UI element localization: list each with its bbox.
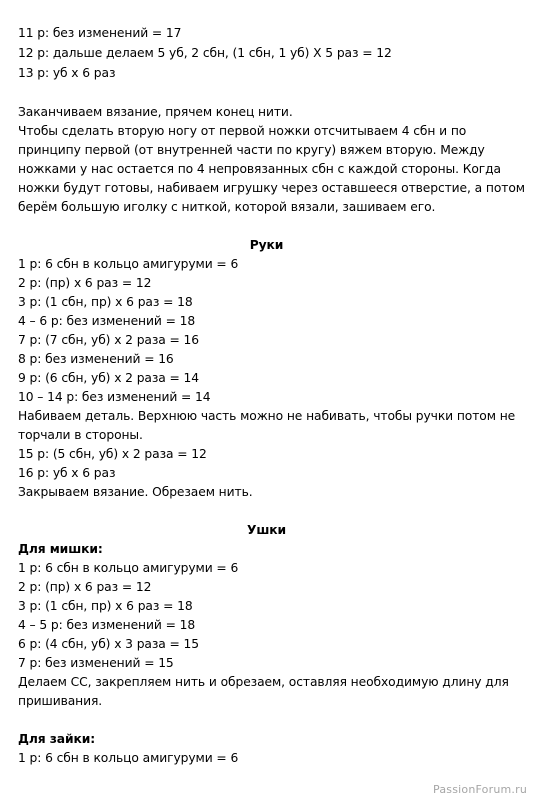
row-line: 6 р: (4 сбн, уб) х 3 раза = 15 <box>18 637 199 651</box>
subheading-bunny: Для зайки: <box>18 732 96 746</box>
row-line: 1 р: 6 сбн в кольцо амигуруми = 6 <box>18 257 239 271</box>
row-line: 9 р: (6 сбн, уб) х 2 раза = 14 <box>18 371 199 385</box>
row-line: 2 р: (пр) х 6 раз = 12 <box>18 276 152 290</box>
row-line: 11 р: без изменений = 17 <box>18 26 182 40</box>
row-line: 16 р: уб х 6 раз <box>18 466 116 480</box>
paragraph-line: пришивания. <box>18 694 103 708</box>
row-line: 7 р: (7 сбн, уб) х 2 раза = 16 <box>18 333 199 347</box>
row-line: 2 р: (пр) х 6 раз = 12 <box>18 580 152 594</box>
row-line: 4 – 6 р: без изменений = 18 <box>18 314 196 328</box>
paragraph-line: Делаем СС, закрепляем нить и обрезаем, оставляя необходимую длину для <box>18 675 509 689</box>
section-heading-ears: Ушки <box>246 523 287 537</box>
row-line: 1 р: 6 сбн в кольцо амигуруми = 6 <box>18 561 239 575</box>
row-line: 8 р: без изменений = 16 <box>18 352 174 366</box>
section-heading-arms: Руки <box>249 238 284 252</box>
row-line: 13 р: уб х 6 раз <box>18 66 116 80</box>
paragraph-line: Чтобы сделать вторую ногу от первой ножки отсчитываем 4 сбн и по <box>18 124 467 138</box>
subheading-bear: Для мишки: <box>18 542 103 556</box>
paragraph-line: Заканчиваем вязание, прячем конец нити. <box>18 105 293 119</box>
row-line: 3 р: (1 сбн, пр) х 6 раз = 18 <box>18 295 193 309</box>
paragraph-line: берём большую иголку с ниткой, которой вязали, зашиваем его. <box>18 200 436 214</box>
row-line: 4 – 5 р: без изменений = 18 <box>18 618 196 632</box>
row-line: 3 р: (1 сбн, пр) х 6 раз = 18 <box>18 599 193 613</box>
paragraph-line: Набиваем деталь. Верхнюю часть можно не набивать, чтобы ручки потом не <box>18 409 516 423</box>
row-line: 1 р: 6 сбн в кольцо амигуруми = 6 <box>18 751 239 765</box>
paragraph-line: принципу первой (от внутренней части по кругу) вяжем вторую. Между <box>18 143 485 157</box>
watermark: PassionForum.ru <box>433 783 527 796</box>
paragraph-line: ножки будут готовы, набиваем игрушку через оставшееся отверстие, а потом <box>18 181 525 195</box>
row-line: 15 р: (5 сбн, уб) х 2 раза = 12 <box>18 447 207 461</box>
paragraph-line: ножками у нас остается по 4 непровязанных сбн с каждой стороны. Когда <box>18 162 501 176</box>
paragraph-line: торчали в стороны. <box>18 428 143 442</box>
paragraph-line: Закрываем вязание. Обрезаем нить. <box>18 485 253 499</box>
row-line: 10 – 14 р: без изменений = 14 <box>18 390 211 404</box>
row-line: 12 р: дальше делаем 5 уб, 2 сбн, (1 сбн, 1 уб) X 5 раз = 12 <box>18 46 392 60</box>
row-line: 7 р: без изменений = 15 <box>18 656 174 670</box>
